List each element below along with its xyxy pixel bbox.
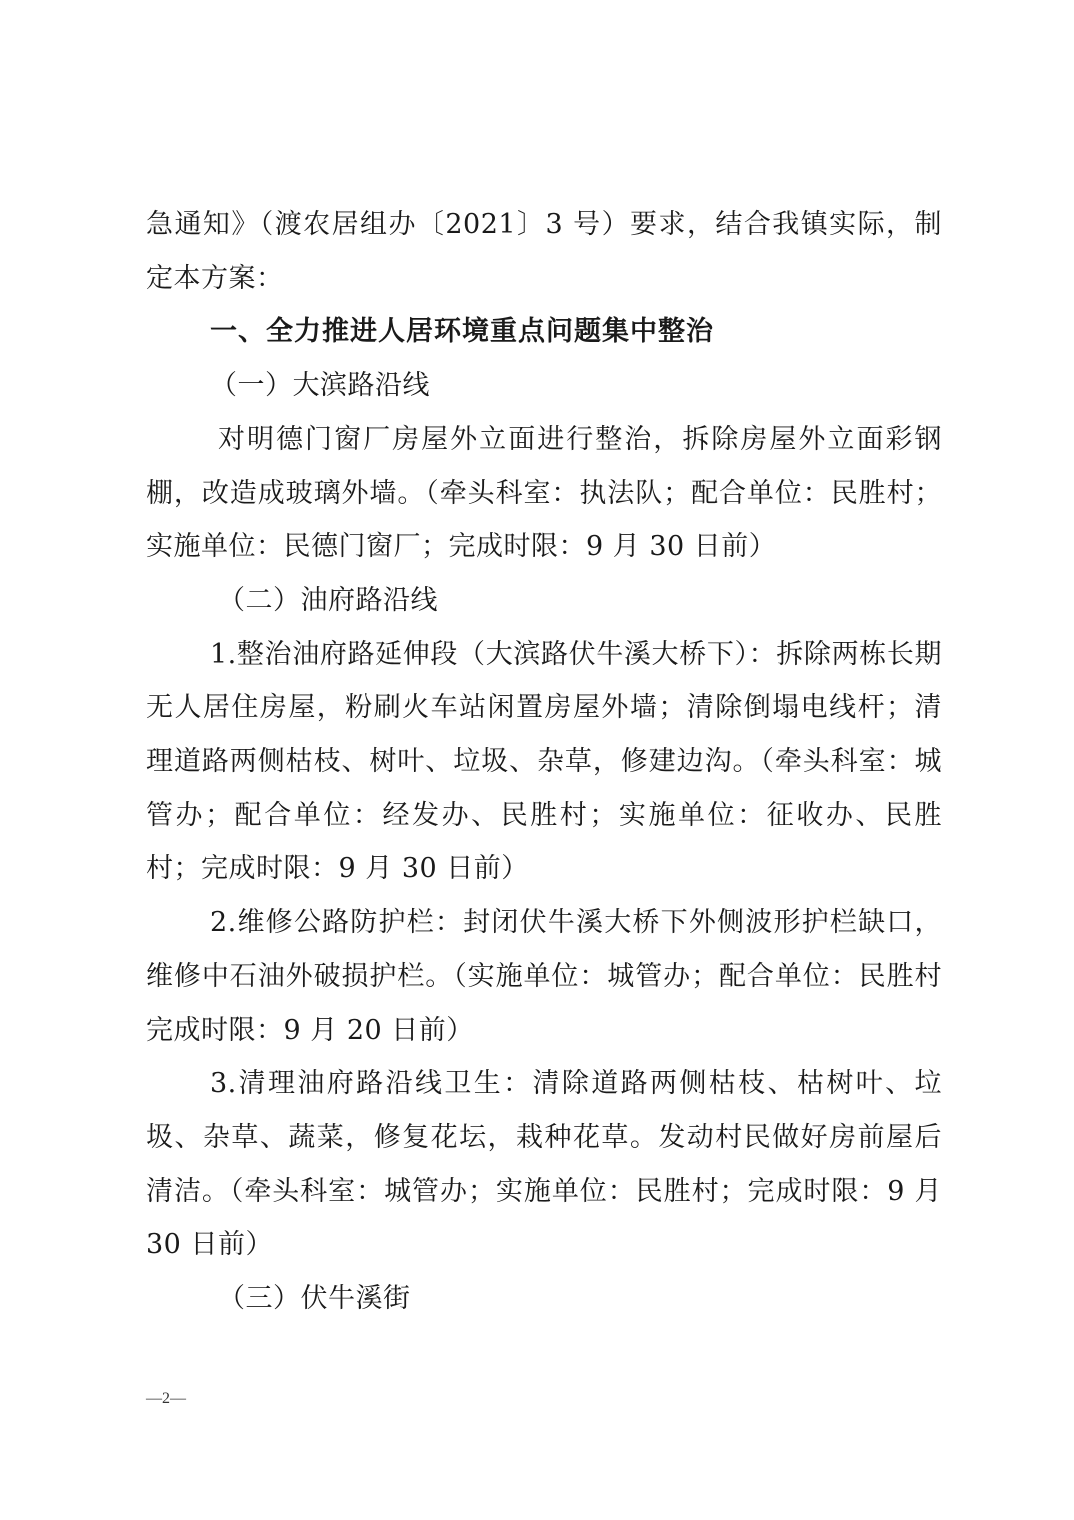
section-heading: 一、全力推进人居环境重点问题集中整治: [210, 316, 714, 348]
paragraph-item-2: 2.维修公路防护栏：封闭伏牛溪大桥下外侧波形护栏缺口，维修中石油外破损护栏。（实施单位：城管办；配合单位：民胜村完成时限：9 月 20 日前）: [146, 907, 942, 1046]
document-body: [146, 198, 942, 1326]
paragraph-dabin-road: 对明德门窗厂房屋外立面进行整治，拆除房屋外立面彩钢棚，改造成玻璃外墙。（牵头科室：执法队；配合单位：民胜村；实施单位：民德门窗厂；完成时限：9 月 30 日前）: [146, 423, 942, 563]
subsection-heading-3: （三）伏牛溪街: [218, 1283, 411, 1315]
paragraph-item-3: 3.清理油府路沿线卫生：清除道路两侧枯枝、枯树叶、垃圾、杂草、蔬菜，修复花坛，栽种花草。发动村民做好房前屋后清洁。（牵头科室：城管办；实施单位：民胜村；完成时限：9 月 30 日前）: [146, 1068, 942, 1261]
paragraph-item-1: 1.整治油府路延伸段（大滨路伏牛溪大桥下）：拆除两栋长期无人居住房屋，粉刷火车站闲置房屋外墙；清除倒塌电线杆；清理道路两侧枯枝、树叶、垃圾、杂草，修建边沟。（牵头科室：城管办；配合单位：经发办、民胜村；实施单位：征收办、民胜村；完成时限：9 月 30 日前）: [146, 638, 942, 885]
page-number: —2—: [146, 1390, 186, 1407]
subsection-heading-2: （二）油府路沿线: [218, 584, 438, 616]
subsection-heading-1: （一）大滨路沿线: [210, 370, 430, 402]
paragraph-continuation: 急通知》（渡农居组办〔2021〕3 号）要求，结合我镇实际，制定本方案：: [146, 209, 942, 294]
